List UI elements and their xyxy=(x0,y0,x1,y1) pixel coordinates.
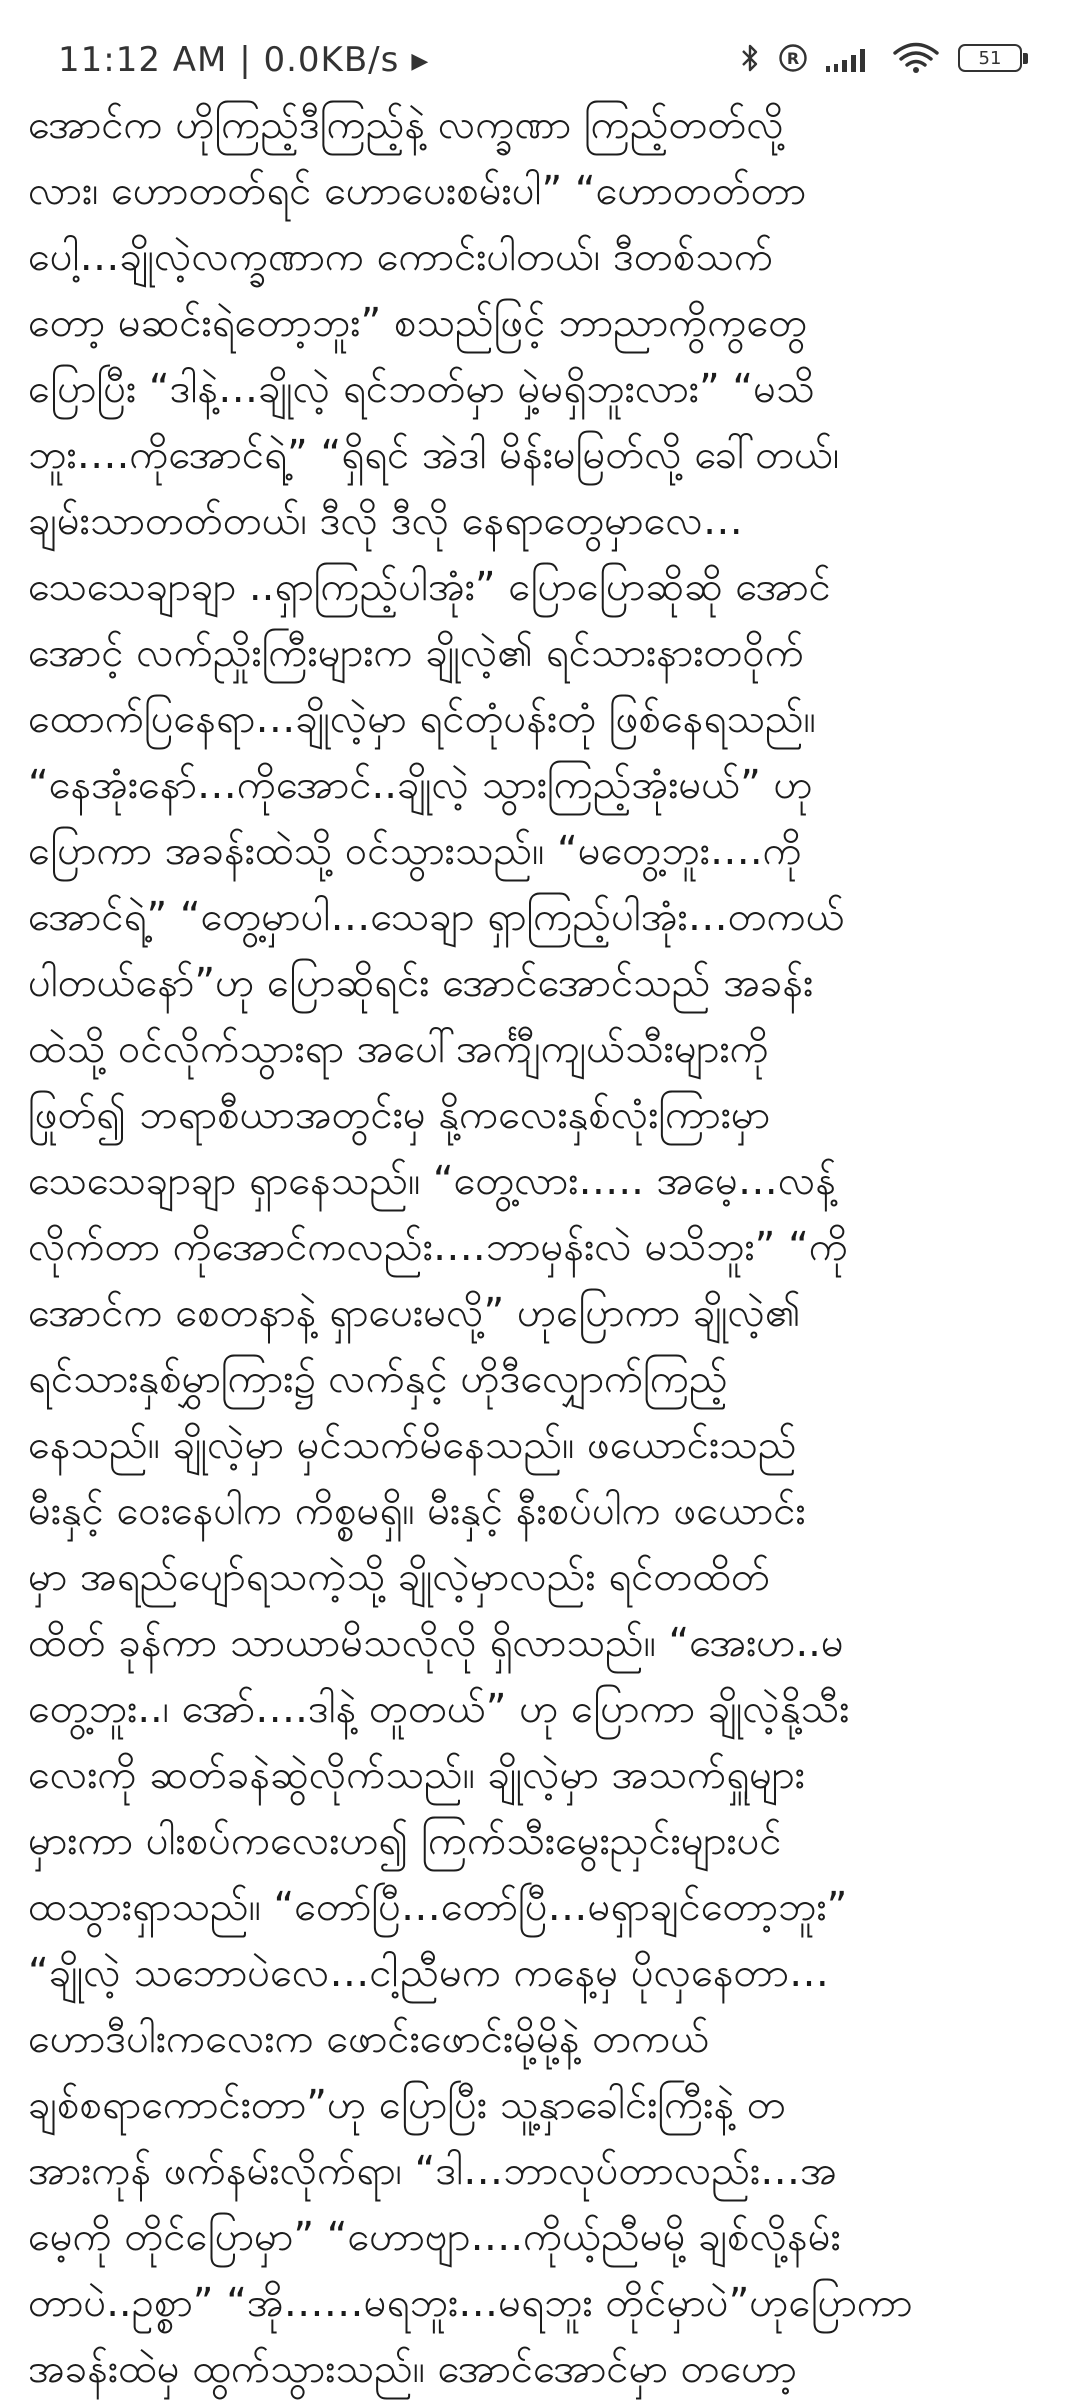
article-line: ဖြုတ်၍ ဘရာစီယာအတွင်းမှ နို့ကလေးနှစ်လုံးကြားမှာ xyxy=(28,1092,771,1138)
article-line: ဟောဒီပါးကလေးက ဖောင်းဖောင်းမို့မို့နဲ့ တကယ် xyxy=(28,2016,710,2062)
article-line: “နေအုံးနော်…ကိုအောင်..ချိုလဲ့ သွားကြည့်အုံးမယ်” ဟု xyxy=(28,762,813,808)
battery-level: 51 xyxy=(978,47,1002,69)
article-line: မီးနှင့် ဝေးနေပါက ကိစ္စမရှိ။ မီးနှင့် နီးစပ်ပါက ဖယောင်း xyxy=(28,1488,806,1534)
article-line: အောင့် လက်ညှိုးကြီးများက ချိုလဲ့၏ ရင်သားနားတဝိုက် xyxy=(28,630,805,676)
signal-icon xyxy=(826,44,874,72)
article-line: အခန်းထဲမှ ထွက်သွားသည်။ အောင်အောင်မှာ တဟော့ xyxy=(28,2346,797,2392)
article-line: နေသည်။ ချိုလဲ့မှာ မှင်သက်မိနေသည်။ ဖယောင်းသည် xyxy=(28,1422,797,1468)
article-line: မှာ အရည်ပျော်ရသကဲ့သို့ ချိုလဲ့မှာလည်း ရင်တထိတ် xyxy=(28,1554,770,1600)
article-line: တာပဲ..ဥစ္စာ” “အို……မရဘူး…မရဘူး တိုင်မှာပဲ”ဟုပြောကာ xyxy=(28,2280,913,2326)
registered-icon xyxy=(778,43,808,73)
article-line: “ချိုလဲ့ သဘောပဲလေ…ငါ့ညီမက ကနေ့မှ ပိုလှနေတာ… xyxy=(28,1950,829,1996)
article-line: ထိတ် ခုန်ကာ သာယာမိသလိုလို ရှိလာသည်။ “အေးဟ..မ xyxy=(28,1620,844,1666)
article-line: သေသေချာချာ ရှာနေသည်။ “တွေ့လား….. အမေ့…လန့် xyxy=(28,1158,837,1204)
article-line: မေ့ကို တိုင်ပြောမှာ” “ဟောဗျာ….ကိုယ့်ညီမမို့ ချစ်လို့နမ်း xyxy=(28,2214,841,2260)
article-line: ရင်သားနှစ်မွှာကြား၌ လက်နှင့် ဟိုဒီလျှောက်ကြည့် xyxy=(28,1356,728,1402)
article-line: လေးကို ဆတ်ခနဲဆွဲလိုက်သည်။ ချိုလဲ့မှာ အသက်ရှူများ xyxy=(28,1752,805,1798)
article-line: လား၊ ဟောတတ်ရင် ဟောပေးစမ်းပါ” “ဟောတတ်တာ xyxy=(28,168,807,214)
article-body[interactable] xyxy=(28,92,1058,2400)
article-line: တွေ့ဘူး..၊ အော်….ဒါနဲ့ တူတယ်” ဟု ပြောကာ ချိုလဲ့နို့သီး xyxy=(28,1686,850,1732)
svg-text:R: R xyxy=(786,49,800,68)
status-time xyxy=(58,40,429,80)
article-line: ပြောကာ အခန်းထဲသို့ ဝင်သွားသည်။ “မတွေ့ဘူး….ကို xyxy=(28,828,802,874)
article-line: မှားကာ ပါးစပ်ကလေးဟ၍ ကြက်သီးမွေးညှင်းများပင် xyxy=(28,1818,782,1864)
status-icons xyxy=(740,42,1022,74)
battery-icon xyxy=(958,44,1022,72)
article-line: ပါတယ်နော်”ဟု ပြောဆိုရင်း အောင်အောင်သည် အခန်း xyxy=(28,960,814,1006)
status-bar xyxy=(0,0,1080,96)
article-line: လိုက်တာ ကိုအောင်ကလည်း….ဘာမှန်းလဲ မသိဘူး” “ကို xyxy=(28,1224,848,1270)
article-line: ပြောပြီး “ဒါနဲ့…ချိုလဲ့ ရင်ဘတ်မှာ မှဲ့မရှိဘူးလား” “မသိ xyxy=(28,366,815,412)
play-icon: ▶ xyxy=(411,49,430,74)
time-speed-text: 11:12 AM | 0.0KB/s xyxy=(58,40,400,80)
article-line: အားကုန် ဖက်နမ်းလိုက်ရာ၊ “ဒါ…ဘာလုပ်တာလည်း…အ xyxy=(28,2148,837,2194)
article-line: ထောက်ပြနေရာ…ချိုလဲ့မှာ ရင်တုံပန်းတုံ ဖြစ်နေရသည်။ xyxy=(28,696,816,742)
wifi-icon xyxy=(892,42,940,74)
article-line: အောင်ရဲ့” “တွေ့မှာပါ…သေချာ ရှာကြည့်ပါအုံး…တကယ် xyxy=(28,894,845,940)
article-line: ဘူး….ကိုအောင်ရဲ့” “ရှိရင် အဲဒါ မိန်းမမြတ်လို့ ခေါ်တယ်၊ xyxy=(28,432,840,478)
article-line: ချမ်းသာတတ်တယ်၊ ဒီလို ဒီလို နေရာတွေမှာလေ… xyxy=(28,498,743,544)
article-line: ပေါ့…ချိုလဲ့လက္ခဏာက ကောင်းပါတယ်၊ ဒီတစ်သက် xyxy=(28,234,774,280)
bluetooth-icon xyxy=(740,43,760,73)
article-line: တော့ မဆင်းရဲတော့ဘူး” စသည်ဖြင့် ဘာညာကွိကွတွေ xyxy=(28,300,808,346)
article-line: သေသေချာချာ ..ရှာကြည့်ပါအုံး” ပြောပြောဆိုဆို အောင် xyxy=(28,564,831,610)
article-line: ချစ်စရာကောင်းတာ”ဟု ပြောပြီး သူ့နှာခေါင်းကြီးနဲ့ တ xyxy=(28,2082,786,2128)
article-line: ထသွားရှာသည်။ “တော်ပြီ…တော်ပြီ…မရှာချင်တော့ဘူး” xyxy=(28,1884,848,1930)
article-line: ထဲသို့ ဝင်လိုက်သွားရာ အပေါ်အင်္ကျီကျယ်သီးများကို xyxy=(28,1026,769,1072)
article-line: အောင်က ဟိုကြည့်ဒီကြည့်နဲ့ လက္ခဏာ ကြည့်တတ်လို့ xyxy=(28,102,784,148)
article-line: အောင်က စေတနာနဲ့ ရှာပေးမလို့” ဟုပြောကာ ချိုလဲ့၏ xyxy=(28,1290,801,1336)
